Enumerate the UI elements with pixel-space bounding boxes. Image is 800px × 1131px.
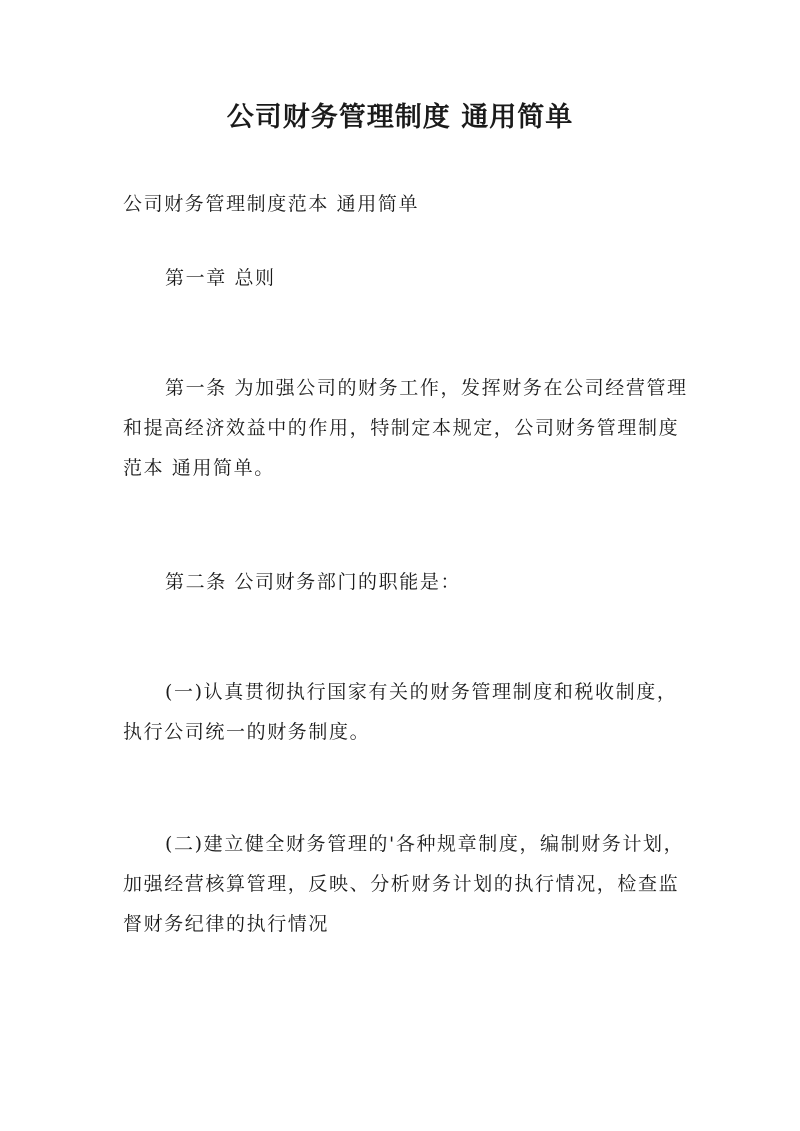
article-1: 第一条 为加强公司的财务工作，发挥财务在公司经营管理和提高经济效益中的作用，特制定本规定，公司财务管理制度范本 通用简单。 [123, 377, 688, 479]
document-subtitle: 公司财务管理制度范本 通用简单 [123, 193, 420, 215]
article-2-item-1: (一)认真贯彻执行国家有关的财务管理制度和税收制度，执行公司统一的财务制度。 [123, 681, 678, 743]
chapter-heading: 第一章 总则 [165, 267, 276, 289]
document-title: 公司财务管理制度 通用简单 [226, 102, 574, 133]
article-2: 第二条 公司财务部门的职能是： [165, 571, 462, 593]
article-2-item-2: (二)建立健全财务管理的'各种规章制度，编制财务计划，加强经营核算管理，反映、分析财务计划的执行情况，检查监督财务纪律的执行情况 [123, 833, 685, 935]
